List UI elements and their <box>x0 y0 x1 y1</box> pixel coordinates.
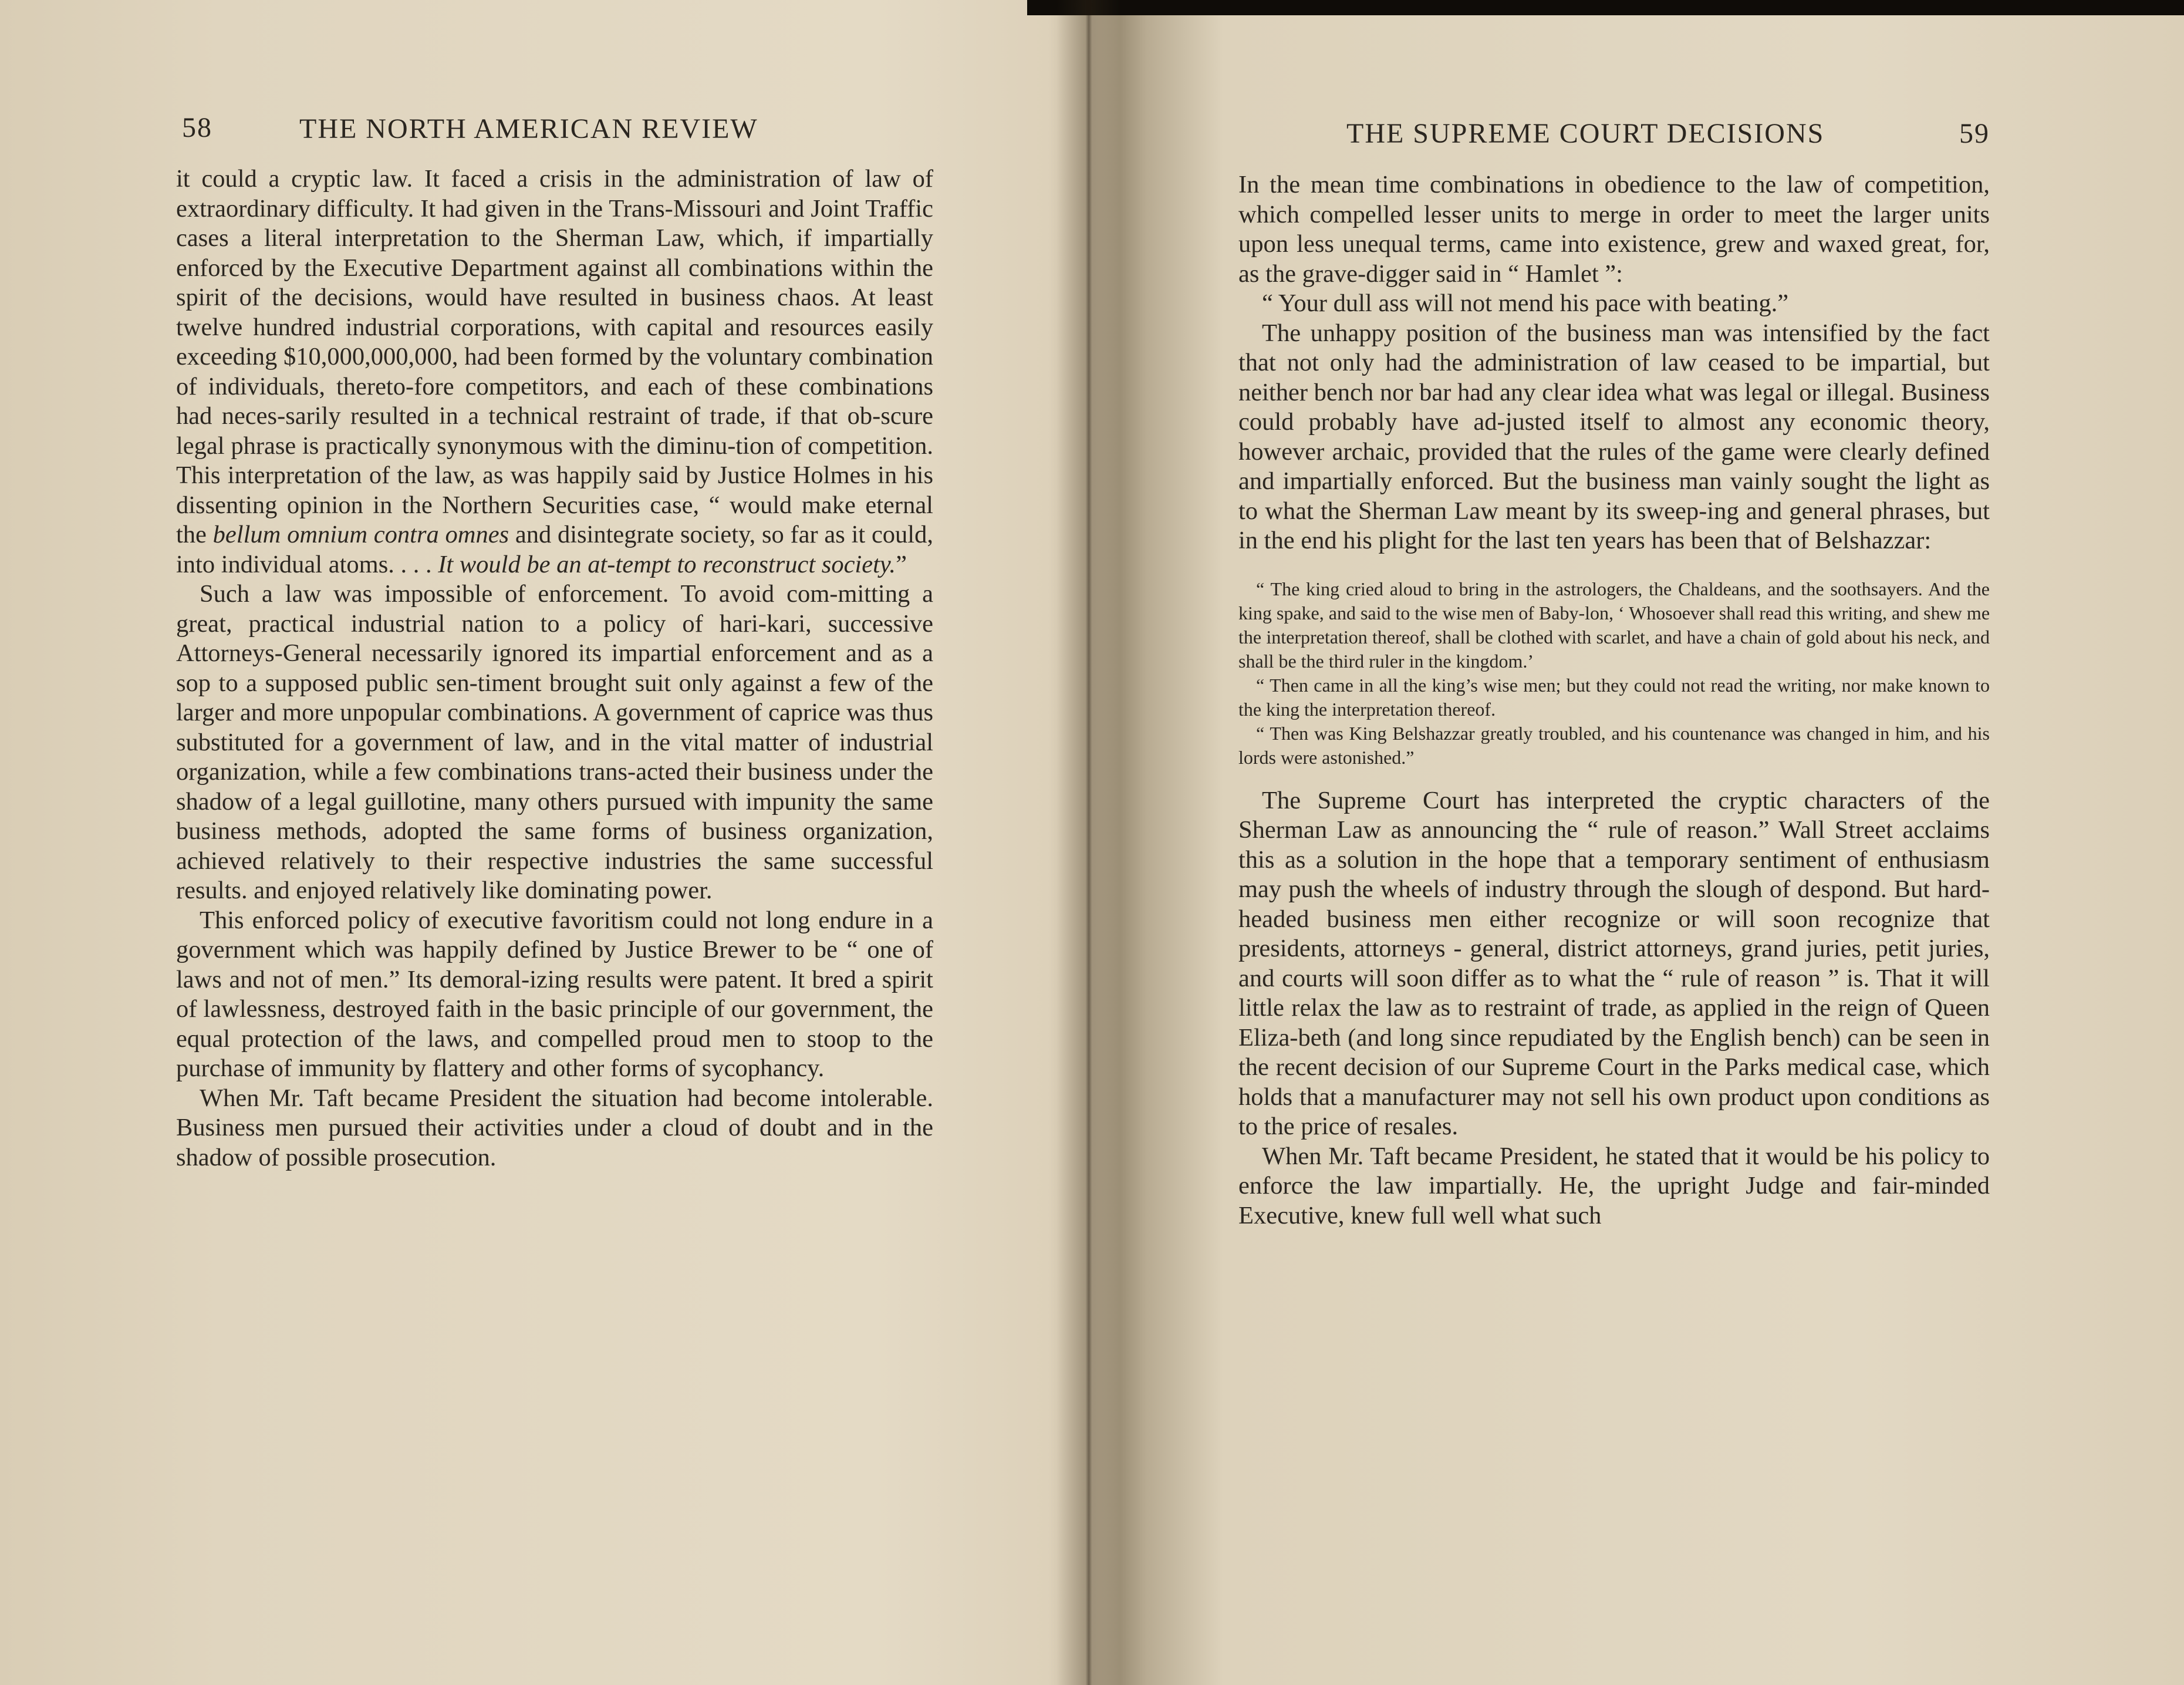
right-page-header <box>1238 100 1990 164</box>
text-run: Such a law was impossible of enforcement. To avoid com-mitting a great, practical industrial nation to a policy of hari-kari, successive Attorneys-General necessarily ignored its impartial enforcement and as a sop to a supposed public sen-timent brought suit only against a few of the larger and more unpopular combinations. A government of caprice was thus substituted for a government of law, and in the vital matter of industrial organization, while a few combinations trans-acted their business under the shadow of a legal guillotine, many others pursued with impunity the same business methods, adopted the same forms of business organization, achieved relatively to their respective industries the same successful results. and enjoyed relatively like dominating power. <box>176 580 933 904</box>
body-paragraph: The unhappy position of the business man was intensified by the fact that not only had the administration of law ceased to be impartial, but neither bench nor bar had any clear idea what was legal or illegal. Business could probably have ad-justed itself to almost any economic theory, however archaic, provided that the rules of the game were clearly defined and impartially enforced. But the business man vainly sought the light as to what the Sherman Law meant by its sweep-ing and general phrases, but in the end his plight for the last ten years has been that of Belshazzar: <box>1238 319 1990 554</box>
italic-text-run: It would be an at-tempt to reconstruct society. <box>438 550 896 578</box>
hamlet-quote-line: “ Your dull ass will not mend his pace with beating.” <box>1262 289 1789 317</box>
italic-text-run: bellum omnium contra omnes <box>212 521 509 548</box>
right-page-body <box>1238 170 1990 1231</box>
right-page-number: 59 <box>1959 118 1990 149</box>
body-paragraph <box>176 164 933 579</box>
book-gutter <box>1056 0 1121 1685</box>
text-run: it could a cryptic law. It faced a crisis in the administration of law of extraordinary difficulty. It had given in the Trans-Missouri and Joint Traffic cases a literal interpretation to the Sherman Law, which, if impartially enforced by the Executive Department against all combinations within the spirit of the decisions, would have resulted in business chaos. At least twelve hundred industrial corporations, with capital and resources easily exceeding $10,000,000,000, had been formed by the voluntary combination of individuals, thereto-fore competitors, and each of these combinations had neces-sarily resulted in a technical restraint of trade, if that ob-scure legal phrase is practically synonymous with the diminu-tion of competition. This interpretation of the law, as was happily said by Justice Holmes in his dissenting opinion in the Northern Securities case, “ would make eternal the <box>176 165 933 548</box>
left-running-head: THE NORTH AMERICAN REVIEW <box>299 113 758 144</box>
left-page-header <box>176 100 933 164</box>
body-paragraph <box>176 579 933 906</box>
body-paragraph <box>176 906 933 1084</box>
left-page-number: 58 <box>182 112 212 143</box>
belshazzar-block-quote <box>1238 577 1990 770</box>
right-running-head: THE SUPREME COURT DECISIONS <box>1346 118 1825 149</box>
quote-paragraph: “ Then was King Belshazzar greatly troubled, and his countenance was changed in him, and his lords were astonished.” <box>1238 722 1990 768</box>
body-paragraph: The Supreme Court has interpreted the cryptic characters of the Sherman Law as announcing the “ rule of reason.” Wall Street acclaims this as a solution in the hope that a temporary sentiment of enthusiasm may push the wheels of industry through the slough of despond. But hard-headed business men either recognize or will soon recognize that presidents, attorneys - general, district attorneys, grand juries, petit juries, and courts will soon differ as to what the “ rule of reason ” is. That it will little relax the law as to restraint of trade, as applied in the reign of Queen Eliza-beth (and long since repudiated by the English bench) can be seen in the recent decision of our Supreme Court in the Parks medical case, which holds that a manufacturer may not sell his own product upon conditions as to the price of resales. <box>1238 786 1990 1140</box>
text-run: ” <box>896 550 907 578</box>
body-paragraph: When Mr. Taft became President, he stated that it would be his policy to enforce the law impartially. He, the upright Judge and fair-minded Executive, knew full well what such <box>1238 1142 1990 1229</box>
text-run: When Mr. Taft became President the situation had become intolerable. Business men pursued their activities under a cloud of doubt and in the shadow of possible prosecution. <box>176 1084 933 1171</box>
text-run: This enforced policy of executive favoritism could not long endure in a government which was happily defined by Justice Brewer to be “ one of laws and not of men.” Its demoral-izing results were patent. It bred a spirit of lawlessness, destroyed faith in the basic principle of our government, the equal protection of the laws, and compelled proud men to stoop to the purchase of immunity by flattery and other forms of sycophancy. <box>176 906 933 1082</box>
right-page <box>1238 100 1990 1231</box>
left-page <box>176 100 933 1172</box>
top-edge-shadow <box>1027 0 2184 15</box>
text-run: and disintegrate society, so far as it could, into individual atoms. . . . <box>176 521 933 578</box>
body-paragraph: In the mean time combinations in obedience to the law of competition, which compelled lesser units to merge in order to meet the larger units upon less unequal terms, came into existence, grew and waxed great, for, as the grave-digger said in “ Hamlet ”: <box>1238 171 1990 288</box>
body-paragraph <box>176 1084 933 1173</box>
left-page-body <box>176 164 933 1172</box>
quote-paragraph: “ The king cried aloud to bring in the astrologers, the Chaldeans, and the soothsayers. And the king spake, and said to the wise men of Baby-lon, ‘ Whosoever shall read this writing, and shew me the interpretation thereof, shall be clothed with scarlet, and have a chain of gold about his neck, and shall be the third ruler in the kingdom.’ <box>1238 578 1990 672</box>
quote-paragraph: “ Then came in all the king’s wise men; but they could not read the writing, nor make known to the king the interpretation thereof. <box>1238 674 1990 720</box>
